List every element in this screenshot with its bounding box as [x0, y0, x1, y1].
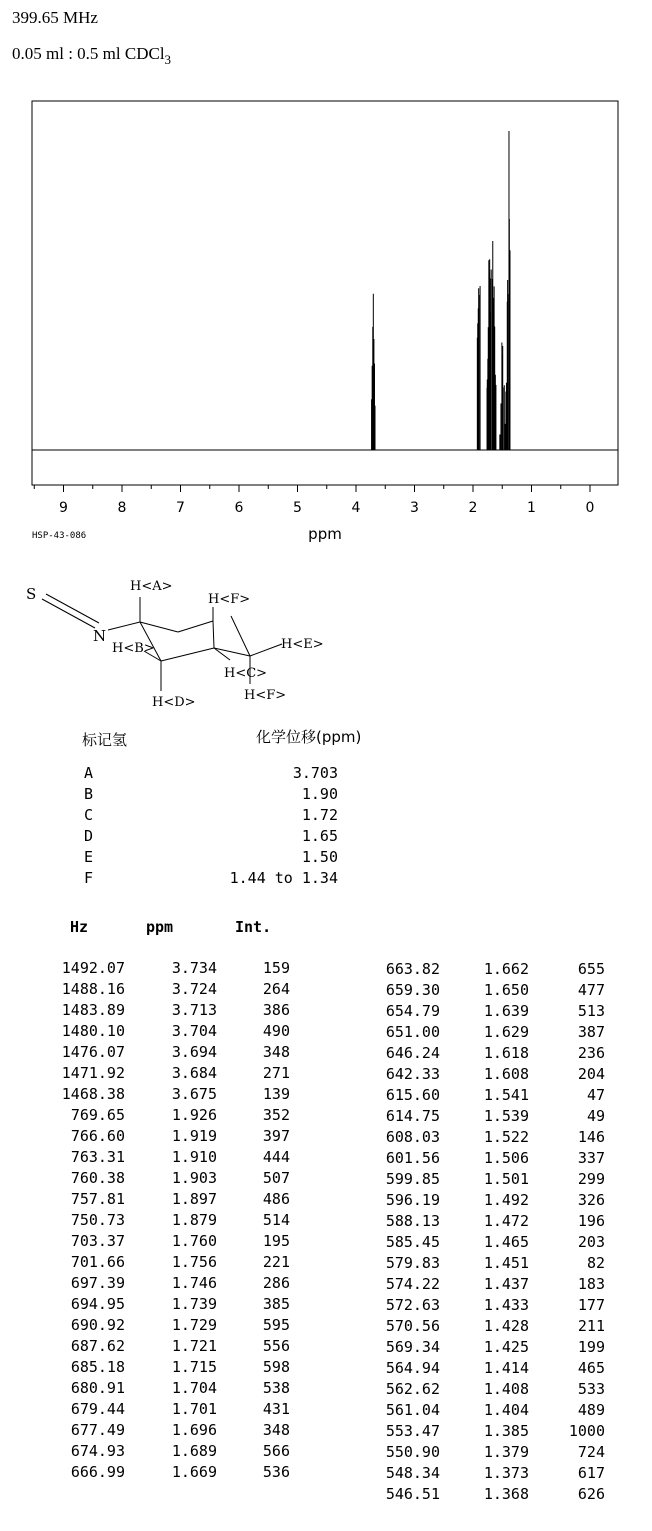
peak-hz: 585.45 [385, 1233, 440, 1251]
peak-int: 444 [262, 1148, 290, 1166]
atom-HB: H<B> [112, 641, 155, 656]
peak-ppm: 3.724 [171, 980, 217, 998]
peak-int: 431 [262, 1400, 290, 1418]
peak-ppm: 1.650 [483, 981, 529, 999]
peak-ppm: 3.675 [171, 1085, 217, 1103]
atom-S: S [26, 585, 37, 603]
assignment-label: A [84, 764, 94, 782]
assignment-header-label: 标记氢 [82, 731, 128, 749]
peak-int: 566 [262, 1442, 290, 1460]
peak-int: 724 [577, 1443, 605, 1461]
x-axis-label: ppm [308, 525, 342, 543]
spectrum-code: HSP-43-086 [32, 531, 87, 541]
assignment-label: F [84, 869, 94, 887]
peak-ppm: 1.404 [483, 1401, 529, 1419]
peak-ppm: 1.879 [171, 1211, 217, 1229]
peak-ppm: 1.629 [483, 1023, 529, 1041]
x-tick-label: 1 [527, 500, 536, 516]
peak-int: 196 [577, 1212, 605, 1230]
peak-ppm: 1.739 [171, 1295, 217, 1313]
peak-int: 465 [577, 1359, 605, 1377]
peak-int: 626 [577, 1485, 605, 1503]
peak-hz: 1488.16 [61, 980, 125, 998]
peak-ppm: 1.903 [171, 1169, 217, 1187]
peak-int: 397 [262, 1127, 290, 1145]
peak-hz: 703.37 [70, 1232, 125, 1250]
peak-ppm: 1.425 [483, 1338, 529, 1356]
peak-int: 617 [577, 1464, 605, 1482]
peak-hz: 674.93 [70, 1442, 125, 1460]
atom-HC: H<C> [224, 666, 268, 681]
peak-hz: 608.03 [385, 1128, 440, 1146]
x-tick-label: 3 [410, 500, 419, 516]
peak-ppm: 1.379 [483, 1443, 529, 1461]
peak-ppm: 1.910 [171, 1148, 217, 1166]
peak-ppm: 3.684 [171, 1064, 217, 1082]
peak-ppm: 1.472 [483, 1212, 529, 1230]
peak-table-header-hz: Hz [70, 918, 89, 936]
peak-int: 352 [262, 1106, 290, 1124]
assignment-shift: 1.72 [301, 806, 338, 824]
spectrometer-frequency: 399.65 MHz [12, 8, 98, 27]
peak-hz: 596.19 [385, 1191, 440, 1209]
peak-hz: 690.92 [70, 1316, 125, 1334]
peak-hz: 548.34 [385, 1464, 440, 1482]
peak-hz: 574.22 [385, 1275, 440, 1293]
peak-hz: 1476.07 [61, 1043, 125, 1061]
assignment-label: E [84, 848, 94, 866]
peak-hz: 666.99 [70, 1463, 125, 1481]
x-tick-label: 0 [585, 500, 595, 516]
x-tick-label: 8 [117, 500, 127, 516]
peak-ppm: 1.704 [171, 1379, 217, 1397]
assignment-shift: 3.703 [292, 764, 338, 782]
peak-int: 490 [262, 1022, 290, 1040]
peak-int: 204 [577, 1065, 605, 1083]
peak-hz: 564.94 [385, 1359, 440, 1377]
peak-int: 556 [262, 1337, 290, 1355]
peak-hz: 642.33 [385, 1065, 440, 1083]
peak-int: 1000 [568, 1422, 605, 1440]
peak-ppm: 3.713 [171, 1001, 217, 1019]
peak-hz: 553.47 [385, 1422, 440, 1440]
x-tick-label: 6 [234, 500, 244, 516]
x-tick-label: 9 [59, 500, 68, 516]
peak-int: 337 [577, 1149, 605, 1167]
peak-int: 139 [262, 1085, 290, 1103]
atom-HF-lower: H<F> [244, 688, 287, 703]
peak-hz: 663.82 [385, 960, 440, 978]
peak-int: 159 [262, 959, 290, 977]
peak-hz: 615.60 [385, 1086, 440, 1104]
atom-HF-upper: H<F> [208, 592, 251, 607]
peak-hz: 599.85 [385, 1170, 440, 1188]
peak-hz: 561.04 [385, 1401, 440, 1419]
peak-hz: 659.30 [385, 981, 440, 999]
peak-int: 598 [262, 1358, 290, 1376]
peak-ppm: 1.541 [483, 1086, 529, 1104]
peak-int: 386 [262, 1001, 290, 1019]
peak-int: 387 [577, 1023, 605, 1041]
peak-ppm: 1.926 [171, 1106, 217, 1124]
peak-ppm: 3.694 [171, 1043, 217, 1061]
assignment-shift: 1.65 [301, 827, 338, 845]
peak-hz: 601.56 [385, 1149, 440, 1167]
peak-ppm: 1.897 [171, 1190, 217, 1208]
peak-int: 299 [577, 1170, 605, 1188]
peak-int: 286 [262, 1274, 290, 1292]
peak-hz: 697.39 [70, 1274, 125, 1292]
atom-HD: H<D> [152, 695, 196, 710]
peak-hz: 687.62 [70, 1337, 125, 1355]
assignment-label: B [84, 785, 94, 803]
molecular-structure [0, 0, 652, 720]
peak-ppm: 1.414 [483, 1359, 529, 1377]
peak-ppm: 1.385 [483, 1422, 529, 1440]
peak-hz: 569.34 [385, 1338, 440, 1356]
assignment-shift: 1.50 [301, 848, 338, 866]
peak-hz: 572.63 [385, 1296, 440, 1314]
peak-hz: 654.79 [385, 1002, 440, 1020]
peak-ppm: 1.696 [171, 1421, 217, 1439]
peak-table-header-int: Int. [235, 918, 272, 936]
peak-hz: 1480.10 [61, 1022, 125, 1040]
peak-int: 236 [577, 1044, 605, 1062]
peak-int: 489 [577, 1401, 605, 1419]
peak-int: 146 [577, 1128, 605, 1146]
peak-ppm: 1.756 [171, 1253, 217, 1271]
peak-int: 513 [577, 1002, 605, 1020]
peak-hz: 701.66 [70, 1253, 125, 1271]
peak-ppm: 1.608 [483, 1065, 529, 1083]
assignment-label: C [84, 806, 94, 824]
peak-hz: 763.31 [70, 1148, 125, 1166]
peak-ppm: 1.368 [483, 1485, 529, 1503]
peak-int: 221 [262, 1253, 290, 1271]
peak-int: 177 [577, 1296, 605, 1314]
atom-HE: H<E> [281, 637, 324, 652]
peak-int: 195 [262, 1232, 290, 1250]
peak-hz: 562.62 [385, 1380, 440, 1398]
peak-int: 533 [577, 1380, 605, 1398]
peak-hz: 1471.92 [61, 1064, 125, 1082]
x-tick-label: 7 [176, 500, 185, 516]
peak-int: 507 [262, 1169, 290, 1187]
peak-hz: 1468.38 [61, 1085, 125, 1103]
peak-ppm: 1.451 [483, 1254, 529, 1272]
peak-hz: 646.24 [385, 1044, 440, 1062]
peak-hz: 614.75 [385, 1107, 440, 1125]
peak-ppm: 1.689 [171, 1442, 217, 1460]
peak-ppm: 1.760 [171, 1232, 217, 1250]
peak-ppm: 1.721 [171, 1337, 217, 1355]
peak-ppm: 1.433 [483, 1296, 529, 1314]
peak-table-header-ppm: ppm [146, 918, 174, 936]
peak-int: 348 [262, 1043, 290, 1061]
peak-int: 348 [262, 1421, 290, 1439]
peak-ppm: 1.437 [483, 1275, 529, 1293]
peak-ppm: 1.639 [483, 1002, 529, 1020]
peak-hz: 679.44 [70, 1400, 125, 1418]
peak-hz: 651.00 [385, 1023, 440, 1041]
peak-hz: 588.13 [385, 1212, 440, 1230]
peak-int: 199 [577, 1338, 605, 1356]
peak-ppm: 1.662 [483, 960, 529, 978]
peak-hz: 550.90 [385, 1443, 440, 1461]
peak-hz: 1492.07 [61, 959, 125, 977]
peak-int: 477 [577, 981, 605, 999]
peak-hz: 766.60 [70, 1127, 125, 1145]
peak-int: 486 [262, 1190, 290, 1208]
peak-int: 271 [262, 1064, 290, 1082]
peak-ppm: 1.919 [171, 1127, 217, 1145]
atom-HA: H<A> [130, 579, 173, 594]
peak-ppm: 1.729 [171, 1316, 217, 1334]
peak-int: 47 [586, 1086, 605, 1104]
peak-ppm: 3.734 [171, 959, 217, 977]
peak-hz: 579.83 [385, 1254, 440, 1272]
peak-hz: 750.73 [70, 1211, 125, 1229]
peak-hz: 757.81 [70, 1190, 125, 1208]
peak-int: 655 [577, 960, 605, 978]
peak-int: 82 [586, 1254, 605, 1272]
peak-ppm: 1.701 [171, 1400, 217, 1418]
peak-hz: 680.91 [70, 1379, 125, 1397]
peak-ppm: 1.408 [483, 1380, 529, 1398]
peak-hz: 546.51 [385, 1485, 440, 1503]
solvent-text: 0.05 ml : 0.5 ml CDCl [12, 44, 165, 63]
peak-ppm: 1.522 [483, 1128, 529, 1146]
peak-ppm: 1.618 [483, 1044, 529, 1062]
peak-int: 264 [262, 980, 290, 998]
peak-int: 595 [262, 1316, 290, 1334]
peak-ppm: 1.492 [483, 1191, 529, 1209]
peak-hz: 760.38 [70, 1169, 125, 1187]
peak-ppm: 1.746 [171, 1274, 217, 1292]
peak-int: 536 [262, 1463, 290, 1481]
peak-hz: 677.49 [70, 1421, 125, 1439]
peak-int: 514 [262, 1211, 290, 1229]
peak-ppm: 1.669 [171, 1463, 217, 1481]
peak-ppm: 1.465 [483, 1233, 529, 1251]
peak-hz: 694.95 [70, 1295, 125, 1313]
peak-int: 49 [586, 1107, 605, 1125]
peak-int: 326 [577, 1191, 605, 1209]
x-tick-label: 5 [293, 500, 302, 516]
assignment-label: D [84, 827, 94, 845]
peak-hz: 685.18 [70, 1358, 125, 1376]
assignment-shift: 1.90 [301, 785, 338, 803]
peak-hz: 570.56 [385, 1317, 440, 1335]
peak-ppm: 3.704 [171, 1022, 217, 1040]
peak-hz: 1483.89 [61, 1001, 125, 1019]
peak-hz: 769.65 [70, 1106, 125, 1124]
atom-N: N [93, 627, 107, 645]
assignment-header-shift: 化学位移(ppm) [256, 728, 362, 746]
peak-int: 211 [577, 1317, 605, 1335]
peak-ppm: 1.715 [171, 1358, 217, 1376]
peak-int: 385 [262, 1295, 290, 1313]
peak-ppm: 1.506 [483, 1149, 529, 1167]
peak-ppm: 1.539 [483, 1107, 529, 1125]
peak-ppm: 1.373 [483, 1464, 529, 1482]
peak-ppm: 1.428 [483, 1317, 529, 1335]
assignment-shift: 1.44 to 1.34 [229, 869, 338, 887]
solvent-subscript: 3 [164, 52, 172, 67]
peak-ppm: 1.501 [483, 1170, 529, 1188]
x-tick-label: 2 [468, 500, 478, 516]
peak-int: 203 [577, 1233, 605, 1251]
peak-int: 183 [577, 1275, 605, 1293]
x-tick-label: 4 [351, 500, 361, 516]
peak-int: 538 [262, 1379, 290, 1397]
